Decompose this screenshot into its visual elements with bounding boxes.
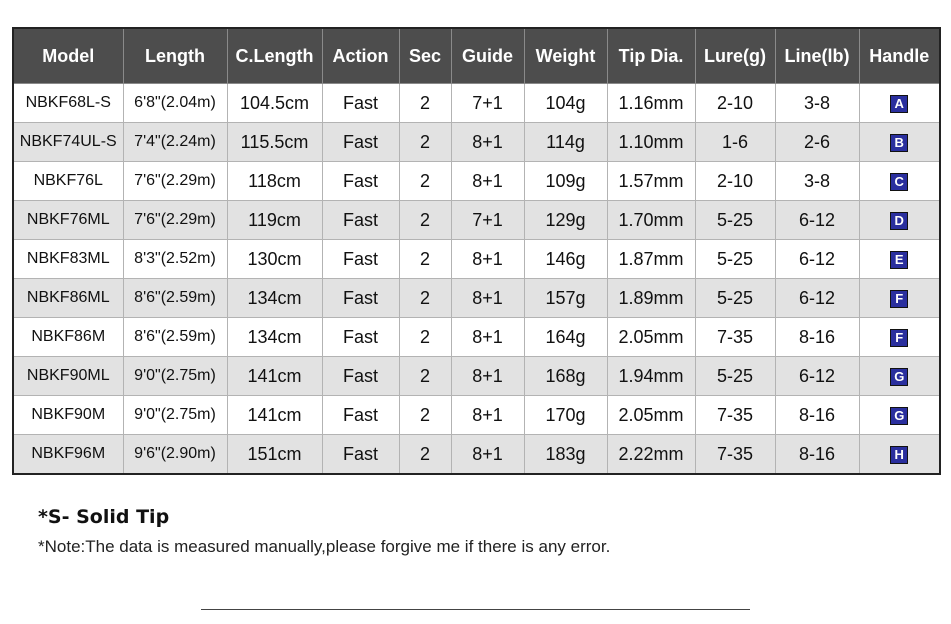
action-cell: Fast <box>322 123 399 162</box>
c-length-cell: 130cm <box>227 240 322 279</box>
tip-dia-cell: 1.10mm <box>607 123 695 162</box>
table-row <box>13 279 940 318</box>
weight-cell: 104g <box>524 84 607 123</box>
column-header: Weight <box>524 28 607 84</box>
c-length-cell: 134cm <box>227 279 322 318</box>
line-cell: 6-12 <box>775 201 859 240</box>
action-cell: Fast <box>322 435 399 475</box>
handle-type-badge: F <box>890 329 908 347</box>
sec-cell: 2 <box>399 123 451 162</box>
line-cell: 6-12 <box>775 240 859 279</box>
model-cell: NBKF74UL-S <box>13 123 123 162</box>
guide-cell: 8+1 <box>451 279 524 318</box>
c-length-cell: 151cm <box>227 435 322 475</box>
guide-cell: 8+1 <box>451 435 524 475</box>
handle-type-badge: A <box>890 95 908 113</box>
handle-cell <box>859 318 940 357</box>
guide-cell: 8+1 <box>451 123 524 162</box>
guide-cell: 7+1 <box>451 84 524 123</box>
line-cell: 2-6 <box>775 123 859 162</box>
length-cell: 6'8"(2.04m) <box>123 84 227 123</box>
guide-cell: 7+1 <box>451 201 524 240</box>
column-header: Tip Dia. <box>607 28 695 84</box>
length-cell: 7'6"(2.29m) <box>123 162 227 201</box>
action-cell: Fast <box>322 201 399 240</box>
sec-cell: 2 <box>399 84 451 123</box>
guide-cell: 8+1 <box>451 357 524 396</box>
handle-cell <box>859 240 940 279</box>
column-header: Sec <box>399 28 451 84</box>
handle-type-badge: G <box>890 407 908 425</box>
handle-type-badge: D <box>890 212 908 230</box>
tip-dia-cell: 1.70mm <box>607 201 695 240</box>
length-cell: 9'6"(2.90m) <box>123 435 227 475</box>
weight-cell: 129g <box>524 201 607 240</box>
model-cell: NBKF76L <box>13 162 123 201</box>
length-cell: 9'0"(2.75m) <box>123 396 227 435</box>
weight-cell: 168g <box>524 357 607 396</box>
sec-cell: 2 <box>399 435 451 475</box>
tip-dia-cell: 1.57mm <box>607 162 695 201</box>
line-cell: 8-16 <box>775 396 859 435</box>
c-length-cell: 134cm <box>227 318 322 357</box>
line-cell: 8-16 <box>775 318 859 357</box>
c-length-cell: 118cm <box>227 162 322 201</box>
lure-cell: 2-10 <box>695 84 775 123</box>
action-cell: Fast <box>322 318 399 357</box>
lure-cell: 5-25 <box>695 357 775 396</box>
handle-cell <box>859 84 940 123</box>
length-cell: 8'6"(2.59m) <box>123 318 227 357</box>
handle-cell <box>859 396 940 435</box>
model-cell: NBKF76ML <box>13 201 123 240</box>
line-cell: 6-12 <box>775 279 859 318</box>
handle-cell <box>859 435 940 475</box>
column-header: Length <box>123 28 227 84</box>
handle-type-badge: C <box>890 173 908 191</box>
table-row <box>13 396 940 435</box>
column-header: Line(lb) <box>775 28 859 84</box>
model-cell: NBKF96M <box>13 435 123 475</box>
handle-cell <box>859 201 940 240</box>
table-row <box>13 435 940 475</box>
length-cell: 8'6"(2.59m) <box>123 279 227 318</box>
model-cell: NBKF68L-S <box>13 84 123 123</box>
divider-line <box>201 609 750 610</box>
tip-dia-cell: 1.16mm <box>607 84 695 123</box>
sec-cell: 2 <box>399 357 451 396</box>
handle-type-badge: H <box>890 446 908 464</box>
lure-cell: 7-35 <box>695 435 775 475</box>
line-cell: 3-8 <box>775 162 859 201</box>
table-row <box>13 240 940 279</box>
lure-cell: 1-6 <box>695 123 775 162</box>
table-row <box>13 84 940 123</box>
action-cell: Fast <box>322 84 399 123</box>
lure-cell: 7-35 <box>695 318 775 357</box>
table-body <box>13 84 940 475</box>
lure-cell: 5-25 <box>695 201 775 240</box>
line-cell: 3-8 <box>775 84 859 123</box>
tip-dia-cell: 1.87mm <box>607 240 695 279</box>
table-row <box>13 201 940 240</box>
model-cell: NBKF86M <box>13 318 123 357</box>
guide-cell: 8+1 <box>451 162 524 201</box>
length-cell: 8'3"(2.52m) <box>123 240 227 279</box>
weight-cell: 183g <box>524 435 607 475</box>
spec-table <box>12 27 941 475</box>
table-row <box>13 162 940 201</box>
handle-cell <box>859 162 940 201</box>
line-cell: 8-16 <box>775 435 859 475</box>
handle-cell <box>859 357 940 396</box>
tip-dia-cell: 1.94mm <box>607 357 695 396</box>
action-cell: Fast <box>322 357 399 396</box>
sec-cell: 2 <box>399 201 451 240</box>
handle-type-badge: F <box>890 290 908 308</box>
table-header-row <box>13 28 940 84</box>
sec-cell: 2 <box>399 396 451 435</box>
sec-cell: 2 <box>399 318 451 357</box>
model-cell: NBKF86ML <box>13 279 123 318</box>
solid-tip-note: *S- Solid Tip <box>38 506 170 528</box>
sec-cell: 2 <box>399 162 451 201</box>
length-cell: 9'0"(2.75m) <box>123 357 227 396</box>
tip-dia-cell: 2.22mm <box>607 435 695 475</box>
column-header: Guide <box>451 28 524 84</box>
length-cell: 7'4"(2.24m) <box>123 123 227 162</box>
c-length-cell: 115.5cm <box>227 123 322 162</box>
model-cell: NBKF90ML <box>13 357 123 396</box>
sec-cell: 2 <box>399 240 451 279</box>
column-header: Handle <box>859 28 940 84</box>
weight-cell: 114g <box>524 123 607 162</box>
tip-dia-cell: 1.89mm <box>607 279 695 318</box>
handle-type-badge: E <box>890 251 908 269</box>
sec-cell: 2 <box>399 279 451 318</box>
handle-cell <box>859 279 940 318</box>
disclaimer-note: *Note:The data is measured manually,please forgive me if there is any error. <box>38 537 611 556</box>
lure-cell: 7-35 <box>695 396 775 435</box>
weight-cell: 170g <box>524 396 607 435</box>
tip-dia-cell: 2.05mm <box>607 396 695 435</box>
handle-cell <box>859 123 940 162</box>
column-header: Model <box>13 28 123 84</box>
action-cell: Fast <box>322 162 399 201</box>
guide-cell: 8+1 <box>451 240 524 279</box>
lure-cell: 5-25 <box>695 279 775 318</box>
weight-cell: 146g <box>524 240 607 279</box>
c-length-cell: 141cm <box>227 357 322 396</box>
lure-cell: 2-10 <box>695 162 775 201</box>
table-row <box>13 123 940 162</box>
weight-cell: 164g <box>524 318 607 357</box>
model-cell: NBKF83ML <box>13 240 123 279</box>
column-header: C.Length <box>227 28 322 84</box>
c-length-cell: 119cm <box>227 201 322 240</box>
action-cell: Fast <box>322 396 399 435</box>
action-cell: Fast <box>322 240 399 279</box>
tip-dia-cell: 2.05mm <box>607 318 695 357</box>
table-row <box>13 357 940 396</box>
weight-cell: 157g <box>524 279 607 318</box>
lure-cell: 5-25 <box>695 240 775 279</box>
column-header: Lure(g) <box>695 28 775 84</box>
table-row <box>13 318 940 357</box>
guide-cell: 8+1 <box>451 396 524 435</box>
c-length-cell: 104.5cm <box>227 84 322 123</box>
handle-type-badge: G <box>890 368 908 386</box>
handle-type-badge: B <box>890 134 908 152</box>
c-length-cell: 141cm <box>227 396 322 435</box>
guide-cell: 8+1 <box>451 318 524 357</box>
line-cell: 6-12 <box>775 357 859 396</box>
weight-cell: 109g <box>524 162 607 201</box>
model-cell: NBKF90M <box>13 396 123 435</box>
column-header: Action <box>322 28 399 84</box>
length-cell: 7'6"(2.29m) <box>123 201 227 240</box>
action-cell: Fast <box>322 279 399 318</box>
